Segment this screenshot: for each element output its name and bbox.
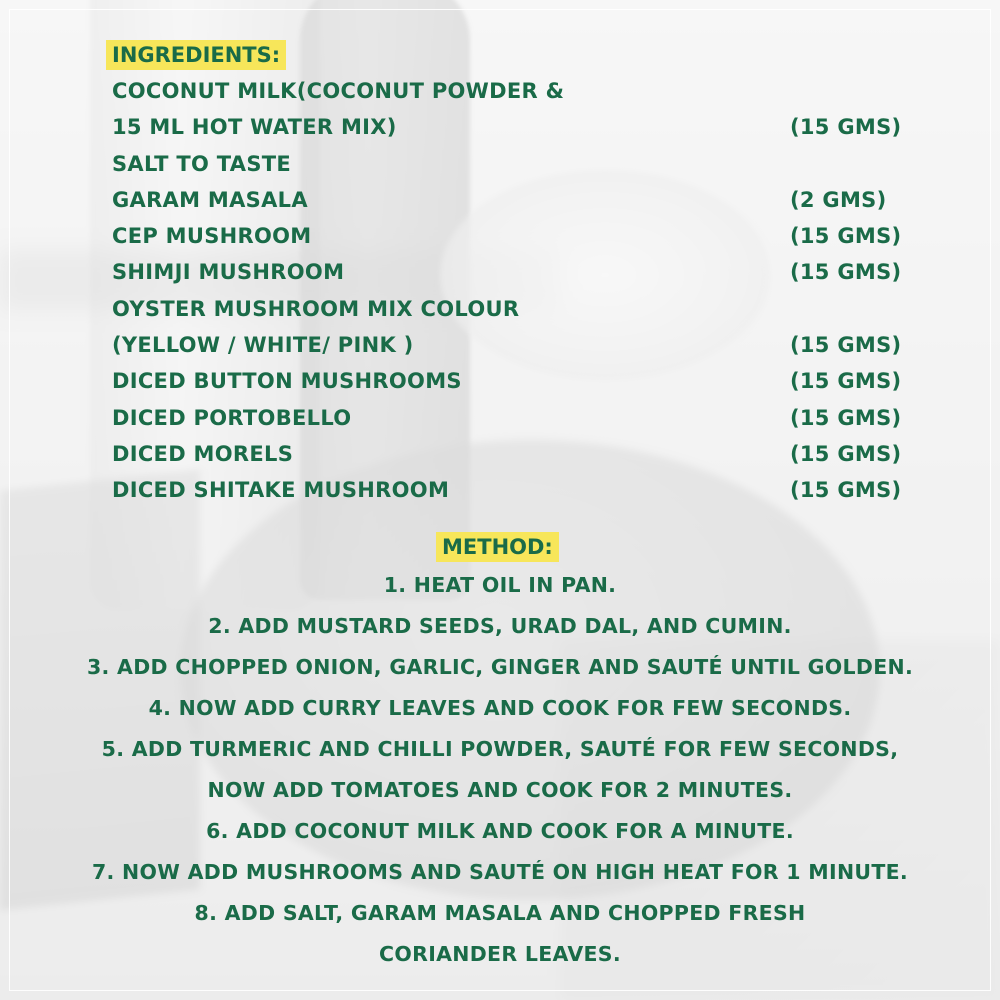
ingredient-row: [112, 436, 912, 472]
ingredient-row: [112, 218, 912, 254]
ingredient-quantity: (15 GMS): [790, 260, 902, 285]
ingredient-quantity: (15 GMS): [790, 441, 902, 466]
method-step: 4. NOW ADD CURRY LEAVES AND COOK FOR FEW SECONDS.: [148, 696, 852, 720]
ingredient-name: 15 ML HOT WATER MIX): [112, 115, 397, 140]
ingredient-name: COCONUT MILK(COCONUT POWDER &: [112, 79, 565, 103]
method-heading: METHOD:: [436, 532, 559, 562]
ingredient-name: (YELLOW / WHITE/ PINK ): [112, 333, 414, 358]
ingredient-quantity: (15 GMS): [790, 115, 902, 140]
method-step: 1. HEAT OIL IN PAN.: [383, 573, 617, 597]
ingredient-row: [112, 73, 912, 109]
method-step: 5. ADD TURMERIC AND CHILLI POWDER, SAUTÉ FOR FEW SECONDS,: [101, 737, 899, 761]
ingredient-quantity: (15 GMS): [790, 369, 902, 394]
method-step: 7. NOW ADD MUSHROOMS AND SAUTÉ ON HIGH HEAT FOR 1 MINUTE.: [91, 860, 909, 884]
method-step: 3. ADD CHOPPED ONION, GARLIC, GINGER AND SAUTÉ UNTIL GOLDEN.: [86, 655, 914, 679]
method-step: 8. ADD SALT, GARAM MASALA AND CHOPPED FRESH: [194, 901, 806, 925]
ingredient-row: [112, 363, 912, 399]
ingredient-quantity: (2 GMS): [790, 187, 887, 212]
method-step: 2. ADD MUSTARD SEEDS, URAD DAL, AND CUMIN.: [208, 614, 792, 638]
ingredient-row: [112, 327, 912, 363]
method-list: [20, 565, 980, 975]
ingredient-quantity: (15 GMS): [790, 478, 902, 503]
ingredients-heading: INGREDIENTS:: [106, 40, 286, 70]
ingredient-quantity: (15 GMS): [790, 224, 902, 249]
ingredient-name: SALT TO TASTE: [112, 151, 292, 176]
ingredient-name: GARAM MASALA: [112, 187, 308, 212]
ingredient-row: [112, 400, 912, 436]
ingredient-name: SHIMJI MUSHROOM: [112, 260, 345, 285]
ingredient-row: [112, 109, 912, 145]
ingredient-quantity: (15 GMS): [790, 405, 902, 430]
ingredient-name: CEP MUSHROOM: [112, 224, 312, 249]
ingredient-name: DICED MORELS: [112, 441, 294, 466]
ingredient-row: [112, 146, 912, 182]
ingredient-name: DICED SHITAKE MUSHROOM: [112, 478, 450, 503]
ingredient-name: DICED BUTTON MUSHROOMS: [112, 369, 462, 394]
ingredient-name: OYSTER MUSHROOM MIX COLOUR: [112, 296, 520, 321]
ingredients-list: [112, 73, 912, 509]
ingredient-row: [112, 254, 912, 290]
ingredient-name: DICED PORTOBELLO: [112, 405, 352, 430]
ingredient-row: [112, 291, 912, 327]
method-step: 6. ADD COCONUT MILK AND COOK FOR A MINUTE.: [206, 819, 794, 843]
ingredient-row: [112, 182, 912, 218]
method-step: CORIANDER LEAVES.: [379, 942, 621, 966]
ingredient-row: [112, 472, 912, 508]
method-step: NOW ADD TOMATOES AND COOK FOR 2 MINUTES.: [207, 778, 793, 802]
ingredient-quantity: (15 GMS): [790, 333, 902, 358]
